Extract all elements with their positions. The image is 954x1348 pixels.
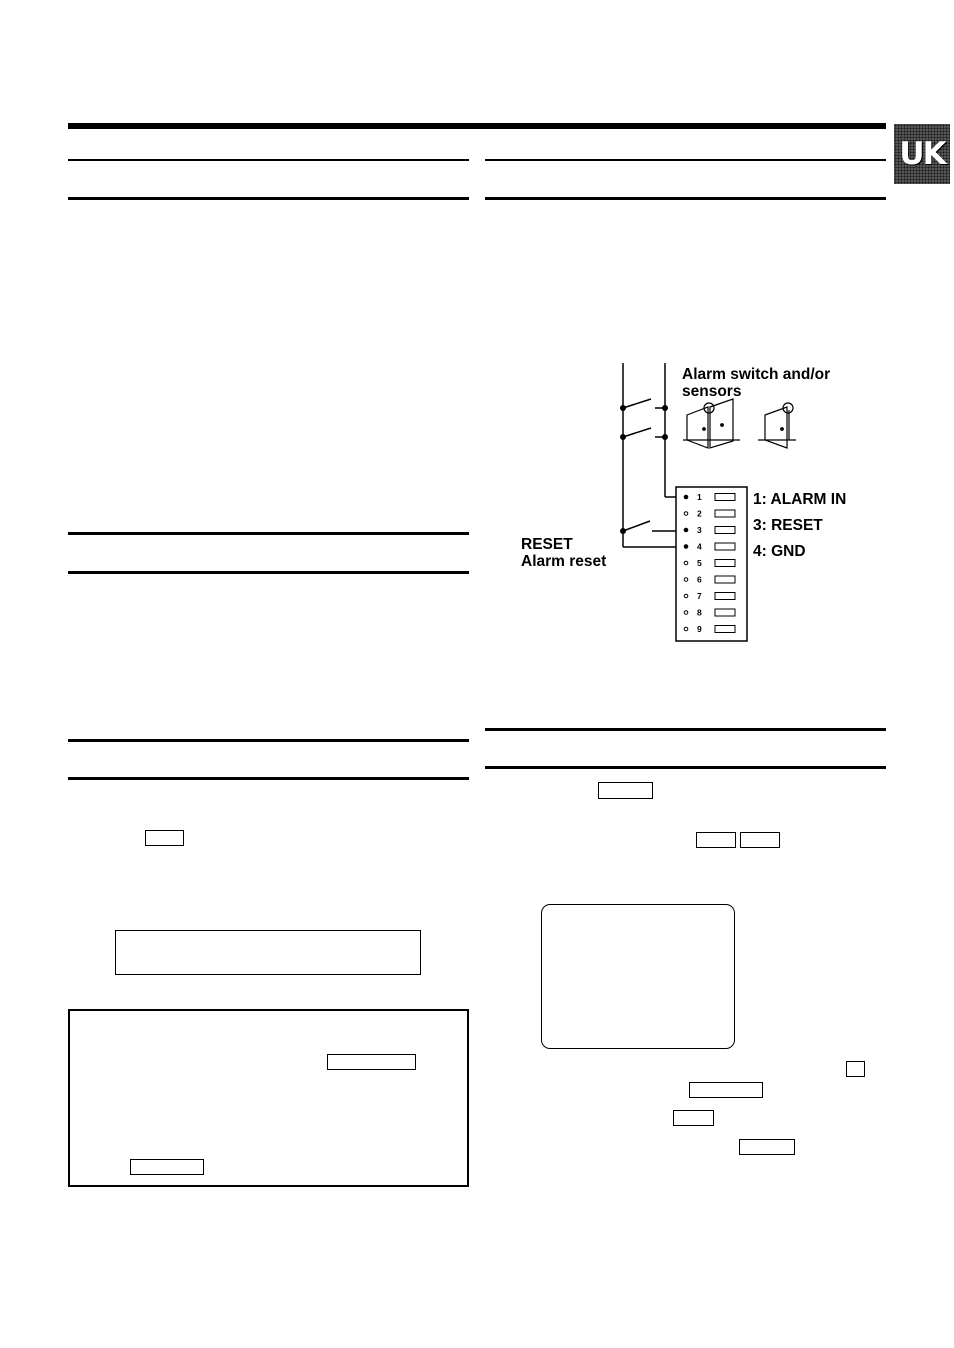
left-section3-top-rule [68, 739, 469, 742]
pin-slot [715, 560, 735, 567]
pin-contact [684, 611, 688, 615]
key-box [130, 1159, 204, 1175]
pin-slot [715, 510, 735, 517]
pin-slot [715, 527, 735, 534]
pin-number: 6 [697, 574, 702, 585]
switch-contact [623, 521, 650, 531]
pin-slot [715, 494, 735, 501]
pin-contact [684, 495, 688, 499]
right-section1-top-rule [485, 159, 886, 161]
key-box [598, 782, 653, 799]
pin-number: 8 [697, 607, 702, 618]
pin-contact [684, 627, 688, 631]
pin-number: 5 [697, 558, 702, 568]
right-section1-bottom-rule [485, 197, 886, 200]
screen-display [541, 904, 735, 1049]
pin-contact [684, 594, 688, 598]
key-box [327, 1054, 416, 1070]
display-box [115, 930, 421, 975]
pin-slot [715, 609, 735, 616]
sensors-label: Alarm switch and/or [682, 366, 831, 383]
pin-number: 1 [697, 492, 702, 502]
pin-number: 2 [697, 508, 702, 519]
pin-slot [715, 543, 735, 550]
switch-contact [623, 428, 651, 437]
note-box [68, 1009, 469, 1187]
left-section1-top-rule [68, 159, 469, 161]
left-section2-top-rule [68, 532, 469, 535]
pin-contact [684, 512, 688, 516]
left-section2-bottom-rule [68, 571, 469, 574]
right-section2-bottom-rule [485, 766, 886, 769]
right-section2-top-rule [485, 728, 886, 731]
pin-contact [684, 561, 688, 565]
pin-number: 7 [697, 591, 702, 601]
pin-slot [715, 593, 735, 600]
reset-label: Alarm reset [521, 553, 607, 570]
pin-number: 9 [697, 624, 702, 634]
key-box [846, 1061, 865, 1077]
uk-badge-label: UK [899, 135, 945, 172]
pin-slot [715, 626, 735, 633]
left-section1-bottom-rule [68, 197, 469, 200]
key-box [673, 1110, 714, 1126]
key-box [740, 832, 780, 848]
top-thick-rule [68, 123, 886, 129]
pin-slot [715, 576, 735, 583]
pin-contact [684, 545, 688, 549]
pin-label: 4: GND [753, 543, 806, 560]
pin-label: 3: RESET [753, 517, 823, 534]
left-section3-bottom-rule [68, 777, 469, 780]
key-box [696, 832, 736, 848]
pin-contact [684, 578, 688, 582]
alarm-wiring-diagram [500, 355, 880, 655]
key-box [145, 830, 184, 846]
key-box [689, 1082, 763, 1098]
pin-contact [684, 528, 688, 532]
pin-number: 4 [697, 541, 702, 552]
double-door-sensor-icon [683, 399, 740, 448]
sensors-label: sensors [682, 383, 742, 400]
reset-label: RESET [521, 536, 573, 553]
key-box [739, 1139, 795, 1155]
switch-contact [623, 399, 651, 408]
pin-label: 1: ALARM IN [753, 491, 847, 508]
pin-number: 3 [697, 525, 702, 535]
single-door-sensor-icon [758, 403, 796, 448]
uk-language-badge [894, 124, 950, 184]
